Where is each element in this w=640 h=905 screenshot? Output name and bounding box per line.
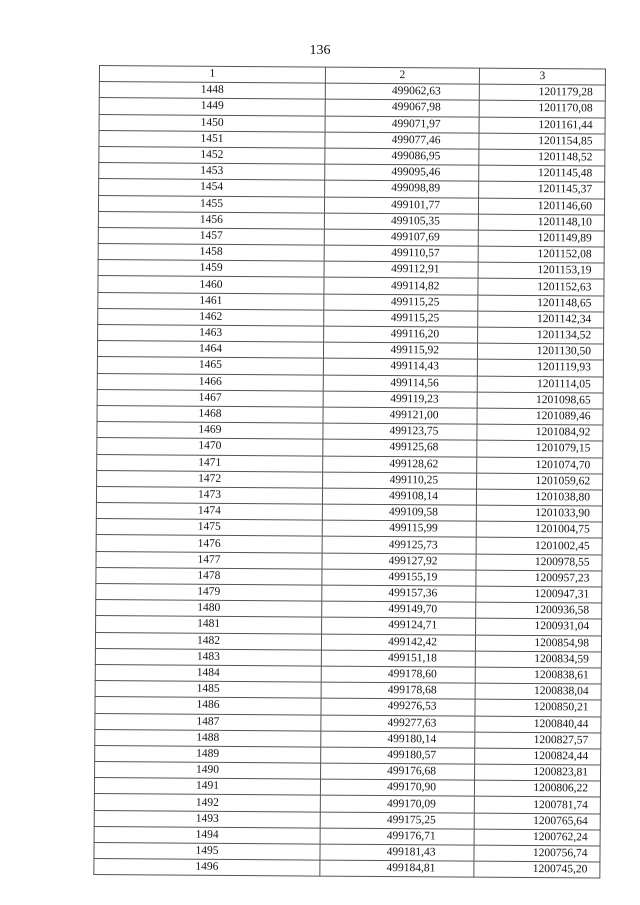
y-coordinate-cell: 1200756,74 xyxy=(474,845,600,862)
y-coordinate-cell: 1201142,34 xyxy=(478,311,604,328)
column-header-3: 3 xyxy=(479,68,605,85)
y-coordinate-cell: 1200854,98 xyxy=(475,635,601,652)
y-coordinate-cell: 1201074,70 xyxy=(477,457,603,474)
x-coordinate-cell: 499176,71 xyxy=(320,828,474,845)
point-number-cell: 1466 xyxy=(97,373,323,391)
point-number-cell: 1462 xyxy=(98,308,324,326)
x-coordinate-cell: 499110,57 xyxy=(324,245,478,262)
x-coordinate-cell: 499108,14 xyxy=(322,488,476,505)
y-coordinate-cell: 1201161,44 xyxy=(479,117,605,134)
x-coordinate-cell: 499119,23 xyxy=(323,391,477,408)
point-number-cell: 1453 xyxy=(99,163,325,181)
x-coordinate-cell: 499095,46 xyxy=(325,164,479,181)
y-coordinate-cell: 1201149,89 xyxy=(478,230,604,247)
point-number-cell: 1468 xyxy=(97,405,323,423)
x-coordinate-cell: 499155,19 xyxy=(322,569,476,586)
y-coordinate-cell: 1200978,55 xyxy=(476,554,602,571)
y-coordinate-cell: 1201148,52 xyxy=(479,149,605,166)
point-number-cell: 1481 xyxy=(96,616,322,634)
x-coordinate-cell: 499277,63 xyxy=(321,715,475,732)
y-coordinate-cell: 1201152,63 xyxy=(478,279,604,296)
point-number-cell: 1495 xyxy=(94,842,320,860)
y-coordinate-cell: 1200838,61 xyxy=(475,667,601,684)
x-coordinate-cell: 499276,53 xyxy=(321,698,475,715)
y-coordinate-cell: 1200781,74 xyxy=(474,797,600,814)
x-coordinate-cell: 499180,14 xyxy=(321,731,475,748)
y-coordinate-cell: 1201179,28 xyxy=(479,84,605,101)
point-number-cell: 1474 xyxy=(96,503,322,521)
point-number-cell: 1452 xyxy=(99,146,325,164)
point-number-cell: 1487 xyxy=(95,713,321,731)
point-number-cell: 1469 xyxy=(97,422,323,440)
column-header-2: 2 xyxy=(325,67,479,84)
y-coordinate-cell: 1201148,65 xyxy=(478,295,604,312)
coordinates-table xyxy=(93,65,606,879)
point-number-cell: 1476 xyxy=(96,535,322,553)
x-coordinate-cell: 499071,97 xyxy=(325,116,479,133)
x-coordinate-cell: 499115,92 xyxy=(323,342,477,359)
x-coordinate-cell: 499151,18 xyxy=(321,650,475,667)
point-number-cell: 1448 xyxy=(99,82,325,100)
y-coordinate-cell: 1201119,93 xyxy=(477,360,603,377)
x-coordinate-cell: 499067,98 xyxy=(325,99,479,116)
y-coordinate-cell: 1200840,44 xyxy=(475,716,601,733)
x-coordinate-cell: 499086,95 xyxy=(325,148,479,165)
point-number-cell: 1475 xyxy=(96,519,322,537)
point-number-cell: 1464 xyxy=(97,341,323,359)
point-number-cell: 1480 xyxy=(96,600,322,618)
y-coordinate-cell: 1201148,10 xyxy=(478,214,604,231)
point-number-cell: 1491 xyxy=(94,778,320,796)
point-number-cell: 1479 xyxy=(96,583,322,601)
x-coordinate-cell: 499176,68 xyxy=(321,763,475,780)
point-number-cell: 1472 xyxy=(97,470,323,488)
x-coordinate-cell: 499157,36 xyxy=(322,585,476,602)
x-coordinate-cell: 499115,99 xyxy=(322,520,476,537)
y-coordinate-cell: 1201145,48 xyxy=(479,165,605,182)
x-coordinate-cell: 499170,90 xyxy=(320,779,474,796)
y-coordinate-cell: 1201114,05 xyxy=(477,376,603,393)
x-coordinate-cell: 499178,60 xyxy=(321,666,475,683)
x-coordinate-cell: 499098,89 xyxy=(325,180,479,197)
point-number-cell: 1467 xyxy=(97,389,323,407)
point-number-cell: 1492 xyxy=(94,794,320,812)
point-number-cell: 1490 xyxy=(95,762,321,780)
y-coordinate-cell: 1201002,45 xyxy=(476,538,602,555)
x-coordinate-cell: 499121,00 xyxy=(323,407,477,424)
y-coordinate-cell: 1201084,92 xyxy=(477,424,603,441)
y-coordinate-cell: 1201098,65 xyxy=(477,392,603,409)
point-number-cell: 1454 xyxy=(99,179,325,197)
y-coordinate-cell: 1201170,08 xyxy=(479,101,605,118)
x-coordinate-cell: 499175,25 xyxy=(320,812,474,829)
point-number-cell: 1458 xyxy=(98,244,324,262)
point-number-cell: 1460 xyxy=(98,276,324,294)
x-coordinate-cell: 499149,70 xyxy=(322,601,476,618)
x-coordinate-cell: 499116,20 xyxy=(324,326,478,343)
point-number-cell: 1465 xyxy=(97,357,323,375)
y-coordinate-cell: 1201079,15 xyxy=(477,440,603,457)
y-coordinate-cell: 1200745,20 xyxy=(474,861,600,878)
point-number-cell: 1459 xyxy=(98,260,324,278)
x-coordinate-cell: 499178,68 xyxy=(321,682,475,699)
point-number-cell: 1451 xyxy=(99,130,325,148)
x-coordinate-cell: 499123,75 xyxy=(323,423,477,440)
y-coordinate-cell: 1201146,60 xyxy=(478,198,604,215)
x-coordinate-cell: 499127,92 xyxy=(322,553,476,570)
y-coordinate-cell: 1201130,50 xyxy=(477,343,603,360)
coordinates-table-container xyxy=(93,65,605,879)
x-coordinate-cell: 499107,69 xyxy=(324,229,478,246)
y-coordinate-cell: 1201154,85 xyxy=(479,133,605,150)
point-number-cell: 1496 xyxy=(94,859,320,877)
point-number-cell: 1488 xyxy=(95,729,321,747)
x-coordinate-cell: 499181,43 xyxy=(320,844,474,861)
x-coordinate-cell: 499101,77 xyxy=(324,197,478,214)
point-number-cell: 1477 xyxy=(96,551,322,569)
y-coordinate-cell: 1200947,31 xyxy=(476,586,602,603)
page-number: 136 xyxy=(309,43,331,58)
point-number-cell: 1485 xyxy=(95,681,321,699)
y-coordinate-cell: 1201145,37 xyxy=(479,181,605,198)
y-coordinate-cell: 1200957,23 xyxy=(476,570,602,587)
x-coordinate-cell: 499125,68 xyxy=(323,439,477,456)
point-number-cell: 1450 xyxy=(99,114,325,132)
y-coordinate-cell: 1200824,44 xyxy=(475,748,601,765)
y-coordinate-cell: 1200838,04 xyxy=(475,683,601,700)
point-number-cell: 1457 xyxy=(98,227,324,245)
point-number-cell: 1470 xyxy=(97,438,323,456)
x-coordinate-cell: 499180,57 xyxy=(321,747,475,764)
point-number-cell: 1455 xyxy=(98,195,324,213)
x-coordinate-cell: 499124,71 xyxy=(322,617,476,634)
point-number-cell: 1463 xyxy=(98,324,324,342)
table-row xyxy=(94,859,600,879)
y-coordinate-cell: 1201089,46 xyxy=(477,408,603,425)
point-number-cell: 1456 xyxy=(98,211,324,229)
y-coordinate-cell: 1200936,58 xyxy=(476,602,602,619)
point-number-cell: 1483 xyxy=(95,648,321,666)
x-coordinate-cell: 499128,62 xyxy=(323,456,477,473)
y-coordinate-cell: 1200850,21 xyxy=(475,699,601,716)
x-coordinate-cell: 499170,09 xyxy=(320,796,474,813)
point-number-cell: 1489 xyxy=(95,745,321,763)
y-coordinate-cell: 1200823,81 xyxy=(475,764,601,781)
point-number-cell: 1473 xyxy=(96,486,322,504)
point-number-cell: 1484 xyxy=(95,664,321,682)
x-coordinate-cell: 499110,25 xyxy=(323,472,477,489)
y-coordinate-cell: 1201038,80 xyxy=(476,489,602,506)
y-coordinate-cell: 1201059,62 xyxy=(477,473,603,490)
x-coordinate-cell: 499114,56 xyxy=(323,375,477,392)
y-coordinate-cell: 1200827,57 xyxy=(475,732,601,749)
x-coordinate-cell: 499114,43 xyxy=(323,358,477,375)
y-coordinate-cell: 1201152,08 xyxy=(478,246,604,263)
x-coordinate-cell: 499077,46 xyxy=(325,132,479,149)
column-header-1: 1 xyxy=(99,66,325,84)
y-coordinate-cell: 1201153,19 xyxy=(478,262,604,279)
point-number-cell: 1482 xyxy=(95,632,321,650)
y-coordinate-cell: 1201134,52 xyxy=(478,327,604,344)
point-number-cell: 1449 xyxy=(99,98,325,116)
x-coordinate-cell: 499115,25 xyxy=(324,310,478,327)
y-coordinate-cell: 1200931,04 xyxy=(476,619,602,636)
y-coordinate-cell: 1200762,24 xyxy=(474,829,600,846)
x-coordinate-cell: 499109,58 xyxy=(322,504,476,521)
y-coordinate-cell: 1200806,22 xyxy=(474,780,600,797)
point-number-cell: 1478 xyxy=(96,567,322,585)
x-coordinate-cell: 499184,81 xyxy=(320,860,474,877)
x-coordinate-cell: 499142,42 xyxy=(321,634,475,651)
point-number-cell: 1471 xyxy=(97,454,323,472)
y-coordinate-cell: 1200765,64 xyxy=(474,813,600,830)
x-coordinate-cell: 499105,35 xyxy=(324,213,478,230)
point-number-cell: 1494 xyxy=(94,826,320,844)
x-coordinate-cell: 499115,25 xyxy=(324,294,478,311)
x-coordinate-cell: 499062,63 xyxy=(325,83,479,100)
x-coordinate-cell: 499125,73 xyxy=(322,537,476,554)
point-number-cell: 1461 xyxy=(98,292,324,310)
y-coordinate-cell: 1200834,59 xyxy=(475,651,601,668)
x-coordinate-cell: 499112,91 xyxy=(324,261,478,278)
x-coordinate-cell: 499114,82 xyxy=(324,278,478,295)
y-coordinate-cell: 1201004,75 xyxy=(476,521,602,538)
table-body xyxy=(94,82,606,879)
point-number-cell: 1486 xyxy=(95,697,321,715)
point-number-cell: 1493 xyxy=(94,810,320,828)
y-coordinate-cell: 1201033,90 xyxy=(476,505,602,522)
